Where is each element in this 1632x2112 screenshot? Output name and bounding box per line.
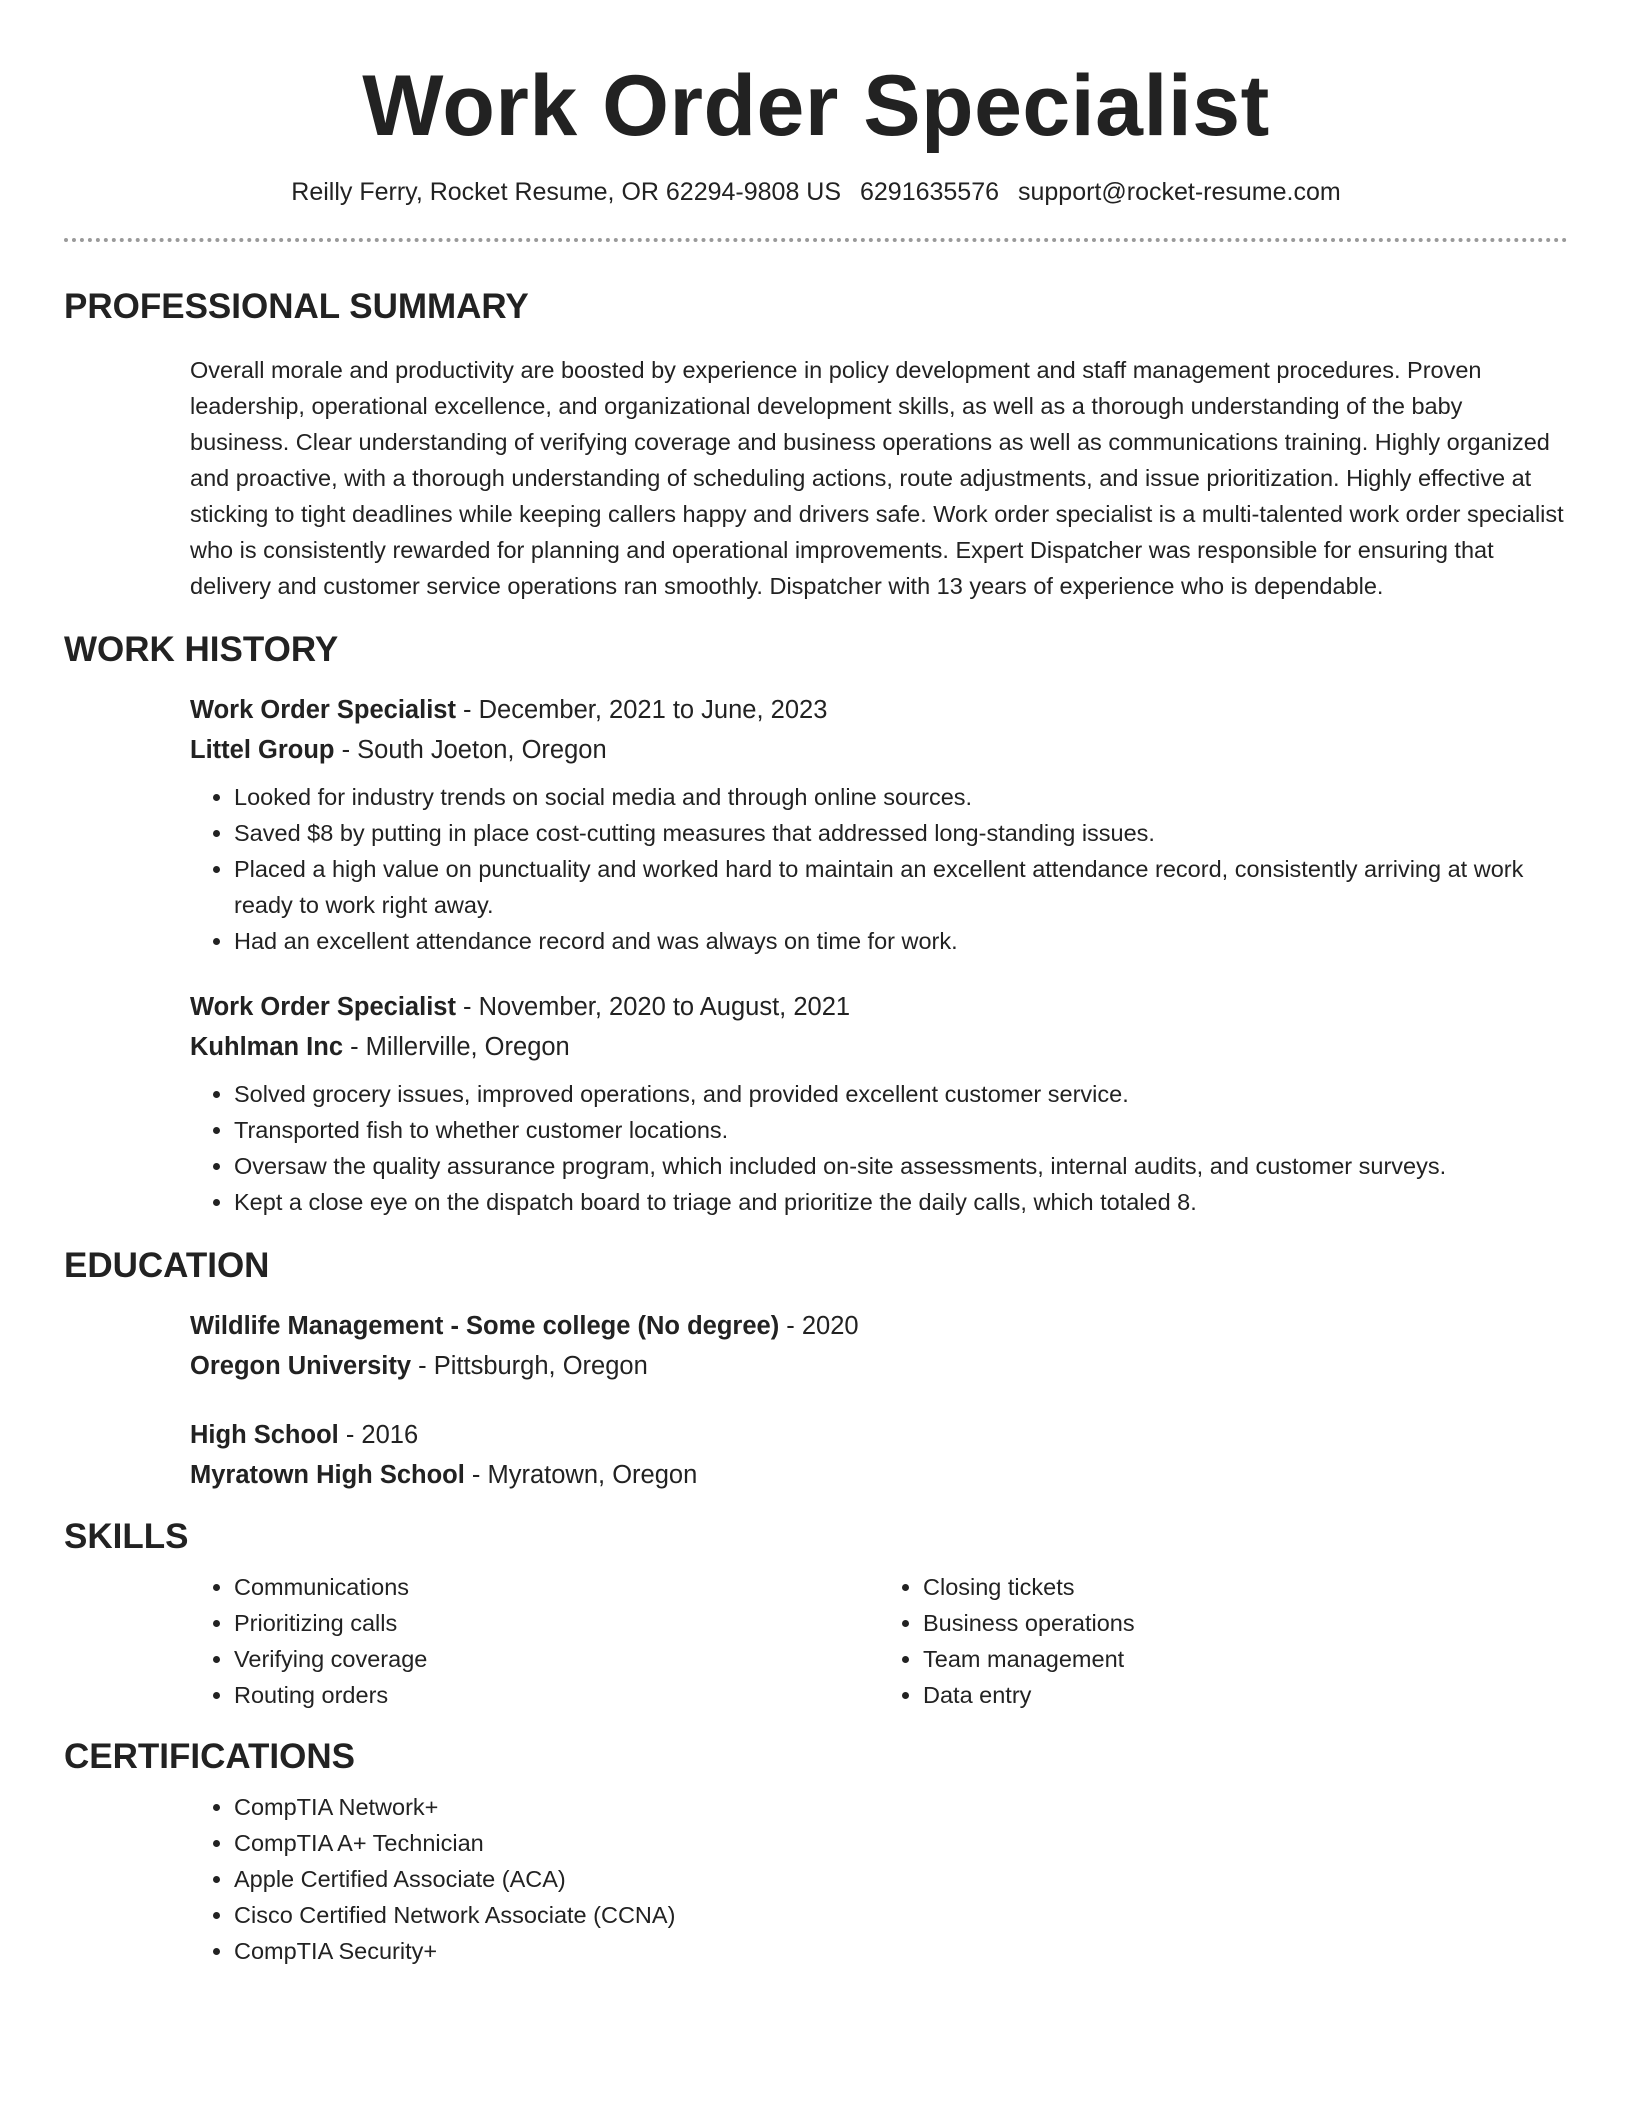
work-history-heading: WORK HISTORY xyxy=(64,630,339,669)
skills-body xyxy=(190,1569,1568,1713)
skills-right-list xyxy=(879,1569,1568,1713)
education-entry xyxy=(190,1306,1568,1386)
list-item: • Cisco Certified Network Associate (CCNA) xyxy=(234,1897,1568,1933)
job-role: Work Order Specialist xyxy=(190,696,456,724)
list-item: • Team management xyxy=(923,1641,1568,1677)
school-line xyxy=(190,1455,1568,1495)
resume-page xyxy=(64,0,1568,1969)
education-heading: EDUCATION xyxy=(64,1246,270,1285)
certifications-body xyxy=(190,1789,1568,1969)
contact-email: support@rocket-resume.com xyxy=(1017,178,1341,206)
list-item: • Business operations xyxy=(923,1605,1568,1641)
summary-heading: PROFESSIONAL SUMMARY xyxy=(64,287,529,326)
job-dates: - December, 2021 to June, 2023 xyxy=(455,696,828,724)
list-item: • Verifying coverage xyxy=(234,1641,879,1677)
school-location: - Pittsburgh, Oregon xyxy=(411,1352,648,1380)
job-role-line xyxy=(190,690,1568,730)
list-item: • Closing tickets xyxy=(923,1569,1568,1605)
list-item: • Prioritizing calls xyxy=(234,1605,879,1641)
list-item: • Communications xyxy=(234,1569,879,1605)
list-item: • Apple Certified Associate (ACA) xyxy=(234,1861,1568,1897)
job-entry xyxy=(190,987,1568,1220)
education-entry xyxy=(190,1415,1568,1495)
job-location: - Millerville, Oregon xyxy=(343,1033,570,1061)
list-item: • Oversaw the quality assurance program, which included on-site assessments, internal audits, and customer surveys. xyxy=(234,1148,1568,1184)
degree-line xyxy=(190,1415,1568,1455)
summary-text: Overall morale and productivity are boosted by experience in policy development and staff management procedures. Proven leadership, operational excellence, and organizational development skills, as well as a thorough understanding of the baby business. Clear understanding of verifying coverage and business operations as well as communications training. Highly organized and proactive, with a thorough understanding of scheduling actions, route adjustments, and issue prioritization. Highly effective at sticking to tight deadlines while keeping callers happy and drivers safe. Work order specialist is a multi-talented work order specialist who is consistently rewarded for planning and operational improvements. Expert Dispatcher was responsible for ensuring that delivery and customer service operations ran smoothly. Dispatcher with 13 years of experience who is dependable. xyxy=(190,357,1564,599)
list-item: • Saved $8 by putting in place cost-cutting measures that addressed long-standing issues. xyxy=(234,815,1568,851)
job-bullets xyxy=(190,1076,1568,1220)
job-role-line xyxy=(190,987,1568,1027)
list-item: • Had an excellent attendance record and was always on time for work. xyxy=(234,923,1568,959)
skills-left-list xyxy=(190,1569,879,1713)
education-body xyxy=(190,1306,1568,1495)
job-entry xyxy=(190,690,1568,959)
job-company-line xyxy=(190,1027,1568,1067)
list-item: • Placed a high value on punctuality and worked hard to maintain an excellent attendance record, consistently arriving at work ready to work right away. xyxy=(234,851,1568,923)
job-location: - South Joeton, Oregon xyxy=(334,736,607,764)
school: Myratown High School xyxy=(190,1461,465,1489)
list-item: • Solved grocery issues, improved operations, and provided excellent customer service. xyxy=(234,1076,1568,1112)
certifications-heading: CERTIFICATIONS xyxy=(64,1737,356,1776)
list-item: • Data entry xyxy=(923,1677,1568,1713)
list-item: • Kept a close eye on the dispatch board to triage and prioritize the daily calls, which totaled 8. xyxy=(234,1184,1568,1220)
contact-address: Reilly Ferry, Rocket Resume, OR 62294-9808 US xyxy=(291,178,842,206)
school-location: - Myratown, Oregon xyxy=(464,1461,698,1489)
job-dates: - November, 2020 to August, 2021 xyxy=(455,993,851,1021)
work-history-body xyxy=(190,690,1568,1220)
list-item: • Routing orders xyxy=(234,1677,879,1713)
list-item: • CompTIA A+ Technician xyxy=(234,1825,1568,1861)
degree: High School xyxy=(190,1421,339,1449)
degree-year: - 2020 xyxy=(779,1312,859,1340)
header-divider xyxy=(64,238,1568,242)
job-company-line xyxy=(190,730,1568,770)
contact-line xyxy=(64,176,1568,208)
degree-line xyxy=(190,1306,1568,1346)
list-item: • CompTIA Security+ xyxy=(234,1933,1568,1969)
resume-title: Work Order Specialist xyxy=(362,58,1270,154)
job-company: Kuhlman Inc xyxy=(190,1033,344,1061)
school: Oregon University xyxy=(190,1352,412,1380)
list-item: • Looked for industry trends on social media and through online sources. xyxy=(234,779,1568,815)
school-line xyxy=(190,1346,1568,1386)
job-bullets xyxy=(190,779,1568,959)
certifications-list xyxy=(190,1789,1568,1969)
list-item: • Transported fish to whether customer locations. xyxy=(234,1112,1568,1148)
contact-phone: 6291635576 xyxy=(859,178,1000,206)
list-item: • CompTIA Network+ xyxy=(234,1789,1568,1825)
job-company: Littel Group xyxy=(190,736,335,764)
skills-heading: SKILLS xyxy=(64,1517,189,1556)
job-role: Work Order Specialist xyxy=(190,993,456,1021)
degree: Wildlife Management - Some college (No degree) xyxy=(190,1312,780,1340)
degree-year: - 2016 xyxy=(338,1421,419,1449)
